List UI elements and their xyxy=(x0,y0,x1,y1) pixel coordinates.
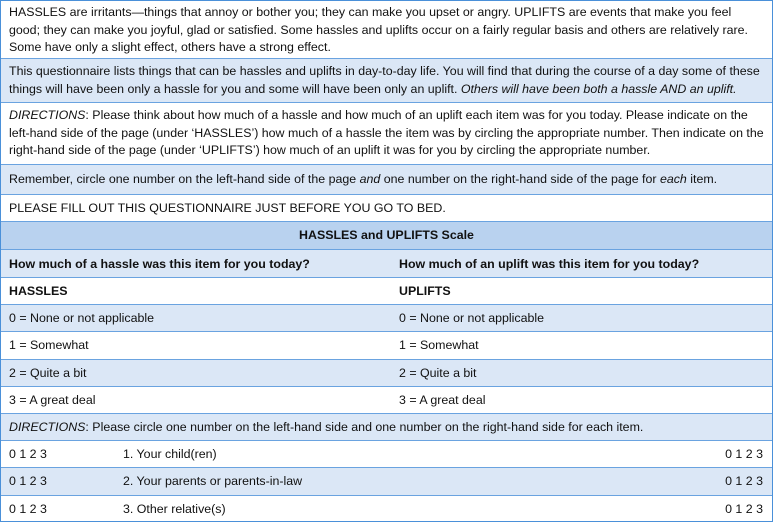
uplift-level-2: 2 = Quite a bit xyxy=(399,366,477,380)
level-row-0 xyxy=(1,305,772,332)
uplift-question: How much of an uplift was this item for you today? xyxy=(399,257,700,271)
column-head-row xyxy=(1,278,772,305)
item-label-1: 1. Your child(ren) xyxy=(123,447,217,461)
reminder-text-c: item. xyxy=(686,172,718,186)
hassle-level-0: 0 = None or not applicable xyxy=(9,311,155,325)
hassle-level-3: 3 = A great deal xyxy=(9,393,96,407)
fill-out-text: PLEASE FILL OUT THIS QUESTIONNAIRE JUST BEFORE YOU GO TO BED. xyxy=(9,201,446,215)
scale-title-row xyxy=(1,222,772,250)
intro-text-2: This questionnaire lists things that can be hassles and uplifts in day-to-day life. You will find that during the course of a day some of these things will have been only a hassle for you and some will have been only an uplift. xyxy=(9,64,760,96)
item-directions-text: : Please circle one number on the left-hand side and one number on the right-hand side for each item. xyxy=(85,420,644,434)
hassle-rating-3[interactable]: 0 1 2 3 xyxy=(9,502,47,516)
directions-text: : Please think about how much of a hassle and how much of an uplift each item was for you today. Please indicate on the left-hand side of the page (under ‘HASSLES’) how much of a hassle the item was by circling the appropriate number. Then indicate on the right-hand side of the page (under ‘UPLIFTS’) how much of an uplift it was for you by circling the appropriate number. xyxy=(9,108,764,157)
uplift-level-3: 3 = A great deal xyxy=(399,393,486,407)
uplift-rating-2[interactable]: 0 1 2 3 xyxy=(725,474,763,488)
uplifts-heading: UPLIFTS xyxy=(399,284,451,298)
scale-title: HASSLES and UPLIFTS Scale xyxy=(299,228,474,242)
uplift-rating-1[interactable]: 0 1 2 3 xyxy=(725,447,763,461)
question-row xyxy=(1,250,772,278)
item-label-3: 3. Other relative(s) xyxy=(123,502,226,516)
hassle-rating-1[interactable]: 0 1 2 3 xyxy=(9,447,47,461)
item-row-2 xyxy=(1,468,772,496)
hassle-rating-2[interactable]: 0 1 2 3 xyxy=(9,474,47,488)
directions-label: DIRECTIONS xyxy=(9,108,86,122)
level-row-2 xyxy=(1,360,772,387)
intro-paragraph-2 xyxy=(1,59,772,103)
reminder-and: and xyxy=(359,172,381,186)
hassle-question: How much of a hassle was this item for you today? xyxy=(9,257,310,271)
fill-out-instruction xyxy=(1,195,772,222)
intro-text-2-italic: Others will have been both a hassle AND an uplift. xyxy=(460,81,737,96)
reminder-text-b: one number on the right-hand side of the page for xyxy=(380,172,660,186)
directions-paragraph xyxy=(1,103,772,165)
level-row-3 xyxy=(1,387,772,414)
reminder-each: each xyxy=(659,172,687,186)
hassles-heading: HASSLES xyxy=(9,284,68,298)
item-directions-row xyxy=(1,414,772,441)
level-row-1 xyxy=(1,332,772,360)
item-directions-label: DIRECTIONS xyxy=(9,420,86,434)
item-row-3 xyxy=(1,496,772,521)
hassle-level-2: 2 = Quite a bit xyxy=(9,366,87,380)
uplift-rating-3[interactable]: 0 1 2 3 xyxy=(725,502,763,516)
hassle-level-1: 1 = Somewhat xyxy=(9,338,89,352)
intro-paragraph-1 xyxy=(1,1,772,59)
item-row-1 xyxy=(1,441,772,468)
uplift-level-0: 0 = None or not applicable xyxy=(399,311,545,325)
reminder-paragraph xyxy=(1,165,772,195)
uplift-level-1: 1 = Somewhat xyxy=(399,338,479,352)
item-label-2: 2. Your parents or parents-in-law xyxy=(123,474,303,488)
intro-text-1: HASSLES are irritants—things that annoy or bother you; they can make you upset or angry. UPLIFTS are events that make you feel good; they can make you joyful, glad or satisfied. Some hassles and uplifts occur on a fairly regular basis and others are relatively rare. Some have only a slight effect, others have a strong effect. xyxy=(9,5,749,54)
reminder-text-a: Remember, circle one number on the left-hand side of the page xyxy=(9,172,360,186)
